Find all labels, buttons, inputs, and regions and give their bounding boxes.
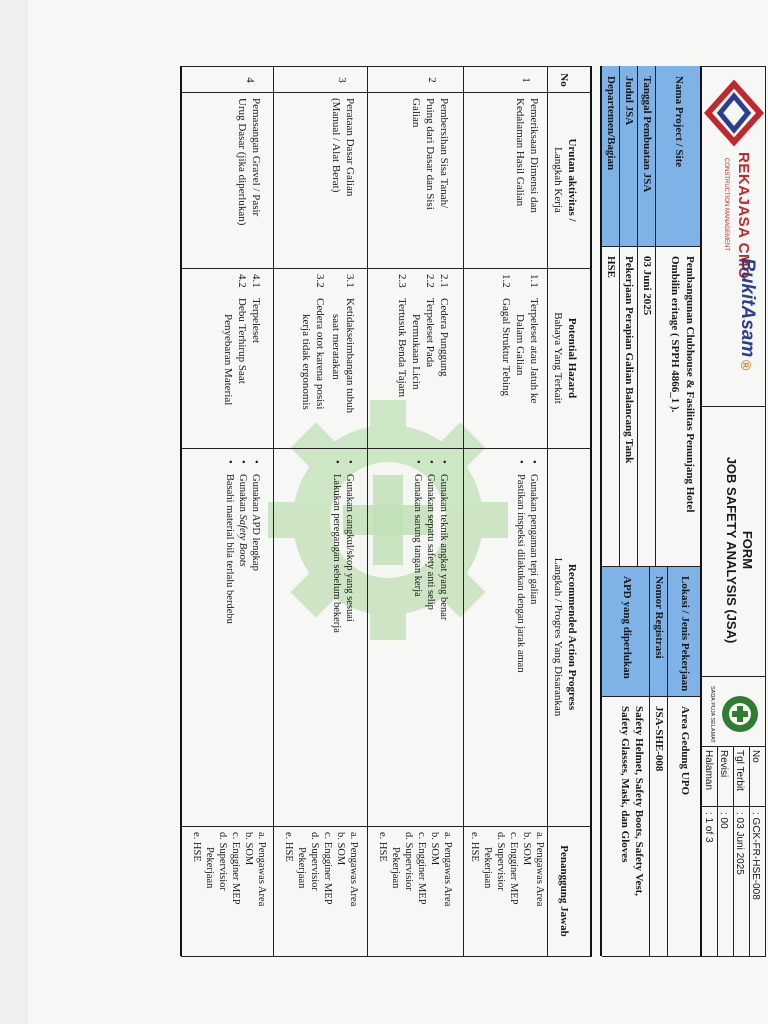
resp-text: SOM — [429, 842, 440, 866]
row-number: 1 — [520, 77, 532, 83]
resp-letter: a. — [442, 832, 453, 840]
hazard-number: 4.1 — [250, 274, 262, 288]
form-subtitle: JOB SAFETY ANALYSIS (JSA) — [724, 456, 739, 644]
hazard-number: 1.2 — [500, 274, 512, 288]
resp-letter: b. — [243, 832, 254, 840]
resp-letter: d. — [495, 832, 506, 840]
doc-info-label: Halaman — [703, 750, 714, 791]
project-name-label: Nama Project / Site — [673, 76, 685, 168]
doc-info-label: No — [750, 750, 761, 763]
resp-letter: b. — [335, 832, 346, 840]
col-header-steps: Urutan aktivitas / — [566, 138, 578, 222]
hazard-number: 3.2 — [314, 274, 326, 288]
logo-rekajasa-sub: CONSTRUCTION MANAGEMENT — [723, 158, 729, 251]
row-number: 4 — [244, 77, 256, 83]
step-text: Galian — [410, 98, 422, 128]
resp-letter: c. — [416, 832, 427, 840]
seal-caption: SADA PUJA SELAMAT — [709, 686, 715, 743]
resp-letter: c. — [508, 832, 519, 840]
resp-letter: e. — [469, 832, 480, 840]
hazard-text: Permukaan Licin — [410, 314, 422, 390]
resp-text: Pengawas Area — [348, 841, 359, 907]
action-item: • Gunakan sarung tangan kerja — [411, 460, 424, 620]
date-value: 03 Juni 2025 — [641, 256, 653, 316]
form-title: FORM — [740, 530, 755, 570]
action-list — [514, 460, 540, 673]
action-item: • Gunakan teknik angkat yang benar — [437, 460, 450, 620]
resp-text: HSE — [469, 841, 480, 862]
resp-text: Pengawas Area — [442, 841, 453, 907]
row-number: 2 — [426, 77, 438, 83]
responsible-list — [376, 832, 454, 906]
logo-rekajasa-text: REKAJASA CMO — [735, 152, 752, 280]
resp-text: Pekerjaan — [204, 847, 215, 889]
resp-text: Supervisior — [495, 842, 506, 891]
resp-letter: d. — [309, 832, 320, 840]
action-list — [411, 460, 450, 620]
hazard-number: 4.2 — [236, 274, 248, 288]
action-item: • Pastikan inspeksi dilakukan dengan jarak aman — [514, 460, 527, 673]
logo-bukitasam-mark: ® — [738, 360, 754, 371]
hazard-text: Terpeleset — [250, 298, 262, 344]
hazard-number: 2.2 — [424, 274, 436, 288]
resp-letter: c. — [322, 832, 333, 840]
hazard-number: 1.1 — [528, 274, 540, 288]
action-item: • Gunakan cangkul/skop yang sesuai — [343, 460, 356, 633]
step-text: Urug Dasar (jika diperlukan) — [236, 98, 248, 226]
hazard-text: Penyebaran Material — [222, 314, 234, 406]
resp-letter: b. — [521, 832, 532, 840]
step-text: Perataan Dasar Galian — [344, 98, 356, 197]
logo-bukitasam-text: BukitAsam — [737, 258, 758, 358]
doc-info-value: : GCK-FR-HSE-008 — [750, 812, 761, 900]
action-item-text: Gunakan — [237, 474, 248, 515]
doc-info-label: Revisi — [718, 750, 729, 778]
resp-letter: b. — [429, 832, 440, 840]
watermark-gear-icon — [258, 390, 518, 650]
resp-text: Engginer MEP — [416, 841, 427, 905]
resp-letter: a. — [534, 832, 545, 840]
hazard-text: Dalam Galian — [514, 314, 526, 376]
seal-icon — [720, 694, 760, 734]
col-header-steps-sub: Langkah Kerja — [552, 147, 564, 213]
step-text: Pemeriksaan Dimensi dan — [528, 98, 540, 213]
hazard-text: Gagal Struktur Tebing — [500, 298, 512, 397]
ppe-label: APD yang diperlukan — [621, 576, 633, 679]
jsa-title-value: Pekerjaan Perapian Galian Balancang Tank — [623, 256, 635, 464]
resp-text: HSE — [191, 841, 202, 862]
resp-letter: e. — [377, 832, 388, 840]
col-header-action: Recommended Action Progress — [566, 563, 578, 711]
col-header-action-sub: Langkah / Progres Yang Disarankan — [552, 557, 564, 717]
responsible-list — [468, 832, 546, 906]
resp-text: SOM — [335, 842, 346, 866]
hazard-number: 3.1 — [344, 274, 356, 288]
location-value: Area Gedung UPO — [679, 706, 691, 796]
project-name-value: Ombilin eritage ( SPPH 4866_1 ). — [669, 256, 681, 413]
action-item: • Lakukan peregangan sebelum bekerja — [330, 460, 343, 633]
action-item: • Gunakan APD lengkap — [249, 460, 262, 624]
company-logo-icon — [704, 78, 764, 148]
resp-text: Pekerjaan — [390, 847, 401, 889]
hazard-text: saat meratakan — [330, 314, 342, 380]
resp-letter: a. — [256, 832, 267, 840]
hazard-number: 2.3 — [396, 274, 408, 288]
hazard-text: Terpeleset Pada — [424, 298, 436, 368]
rotated-form — [28, 0, 768, 1024]
resp-text: Engginer MEP — [322, 841, 333, 905]
step-text: Kedalaman Hasil Galian — [514, 98, 526, 207]
responsible-list — [190, 832, 268, 906]
resp-text: HSE — [377, 841, 388, 862]
jsa-title-label: Judul JSA — [623, 76, 635, 126]
hazard-text: Terpeleset atau Jatuh ke — [528, 298, 540, 404]
resp-letter: d. — [217, 832, 228, 840]
col-header-responsible: Penanggung Jawab — [558, 845, 570, 937]
ppe-value: Safety Helmet, Safety Boots, Safety Vest, — [633, 706, 645, 897]
scanned-page — [28, 0, 768, 1024]
hazard-text: Cedera Punggung — [438, 298, 450, 377]
hazard-text: Cedera otot karena posisi — [314, 298, 326, 410]
resp-letter: d. — [403, 832, 414, 840]
row-number: 3 — [336, 77, 348, 83]
department-value: HSE — [605, 256, 617, 279]
step-text: Pemasangan Gravel / Pasir — [250, 98, 262, 217]
resp-text: Pengawas Area — [534, 841, 545, 907]
responsible-list — [282, 832, 360, 906]
resp-text: Supervisior — [217, 842, 228, 891]
resp-text: HSE — [283, 841, 294, 862]
resp-text: Supervisior — [309, 842, 320, 891]
registration-label: Nomor Registrasi — [653, 576, 665, 659]
project-name-value: Pembangunan Clubhouse & Fasilitas Penunjang Hotel — [684, 256, 696, 513]
action-list — [330, 460, 356, 633]
registration-value: JSA-SHE-008 — [653, 706, 665, 772]
action-list — [223, 460, 262, 624]
doc-info-value: : 1 of 3 — [703, 812, 714, 843]
date-label: Tanggal Pembuatan JSA — [641, 76, 653, 193]
step-text: Puing dari Dasar dan Sisi — [424, 98, 436, 210]
resp-text: Engginer MEP — [230, 841, 241, 905]
resp-text: Engginer MEP — [508, 841, 519, 905]
location-label: Lokasi / Jenis Pekerjaan — [679, 576, 691, 692]
resp-text: Pekerjaan — [482, 847, 493, 889]
resp-letter: e. — [191, 832, 202, 840]
step-text: Pembersihan Sisa Tanah/ — [438, 98, 450, 209]
action-item: • Gunakan sepatu safety anti selip — [424, 460, 437, 620]
resp-letter: e. — [283, 832, 294, 840]
resp-text: Pekerjaan — [296, 847, 307, 889]
doc-info-label: Tgl Terbit — [734, 750, 745, 791]
resp-text: Pengawas Area — [256, 841, 267, 907]
hazard-text: kerja tidak ergonomis — [300, 314, 312, 410]
action-item — [236, 460, 249, 624]
ppe-value: Safety Glasses, Mask, dan Gloves — [619, 706, 631, 863]
action-item: • Gunakan pengaman tepi galian — [527, 460, 540, 673]
resp-text: Supervisior — [403, 842, 414, 891]
resp-text: SOM — [243, 842, 254, 866]
hazard-number: 2.1 — [438, 274, 450, 288]
hazard-text: Tertusuk Benda Tajam — [396, 298, 408, 398]
department-label: Departemen/Bagian — [605, 76, 617, 171]
col-header-no: No — [558, 73, 570, 87]
hazard-text: Debu Terhirup Saat — [236, 298, 248, 384]
resp-letter: c. — [230, 832, 241, 840]
resp-text: SOM — [521, 842, 532, 866]
hazard-text: Ketidakseimbangan tubuh — [344, 298, 356, 414]
col-header-hazard: Potential Hazard — [566, 317, 578, 399]
doc-info-value: : 03 Juni 2025 — [734, 812, 745, 875]
doc-info-value: : 00 — [718, 812, 729, 829]
col-header-hazard-sub: Bahaya Yang Terkait — [552, 312, 564, 404]
action-item-emphasis: Safety Boots — [237, 514, 248, 567]
action-item: • Basahi material bila terlalu berdebu — [223, 460, 236, 624]
step-text: (Manual / Alat Berat) — [330, 98, 342, 193]
resp-letter: a. — [348, 832, 359, 840]
